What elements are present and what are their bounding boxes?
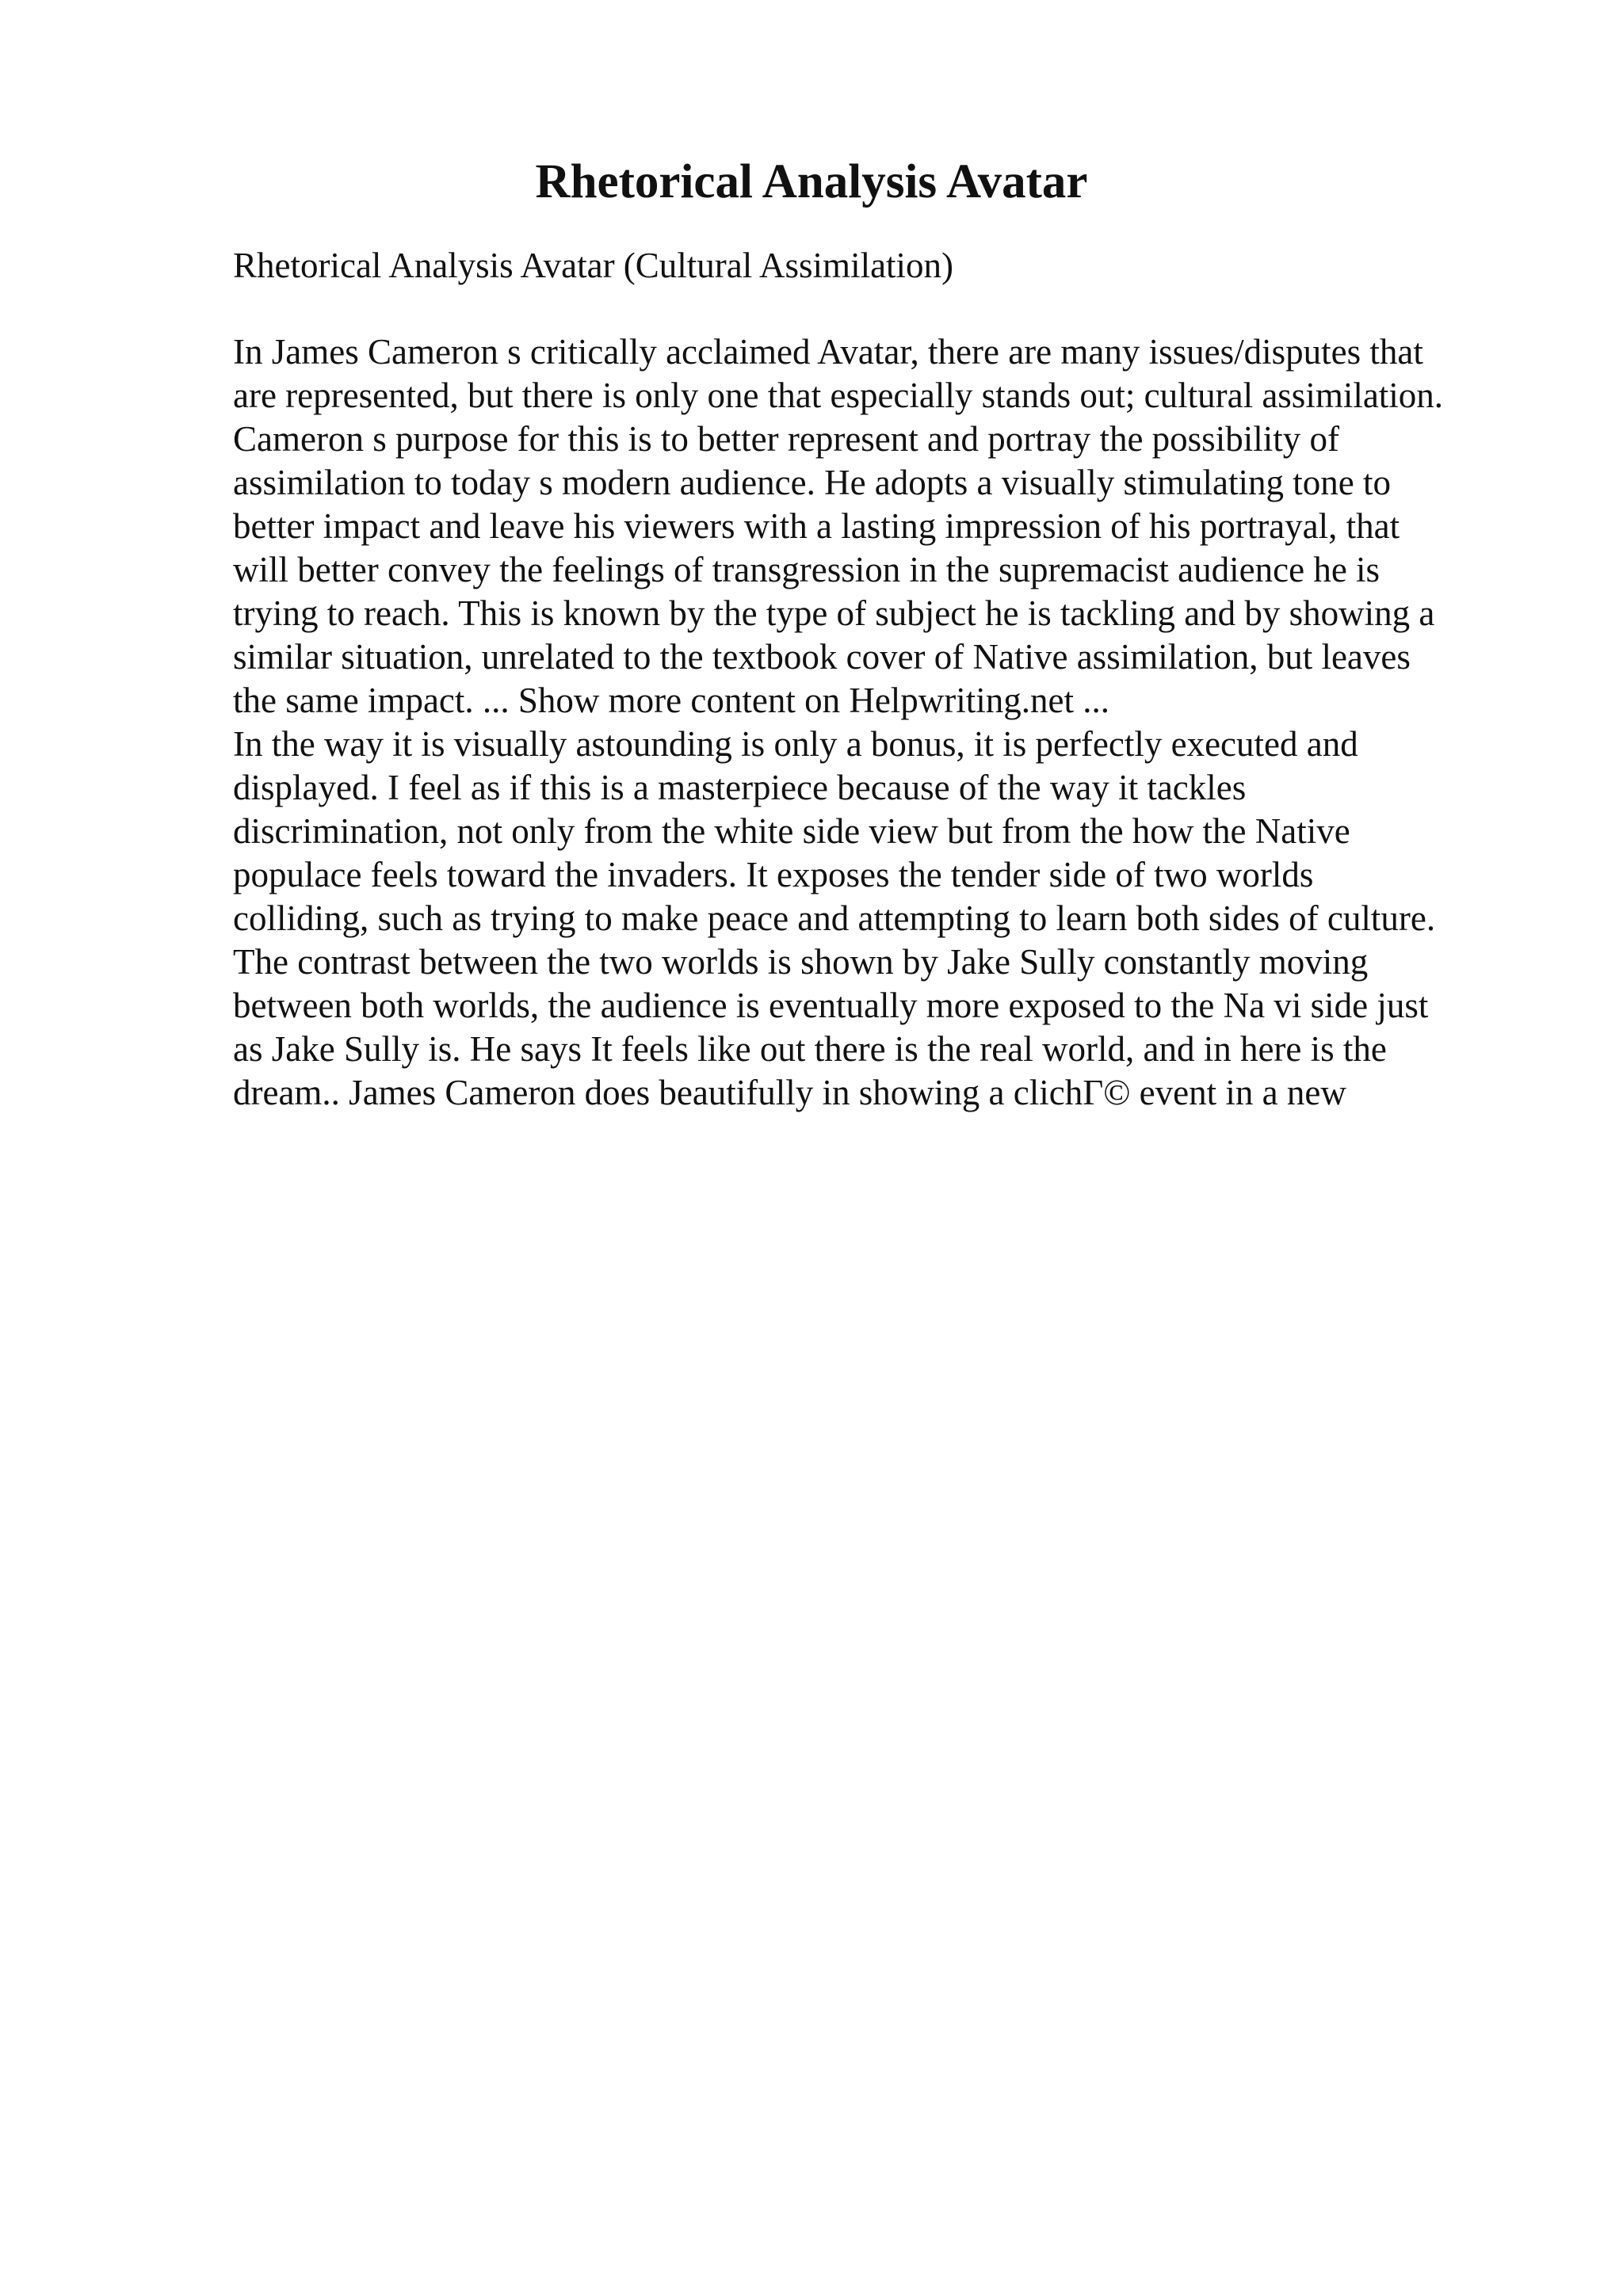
body-line: are represented, but there is only one that especially stands out; cultural assimilation. [233,376,1444,415]
body-line: In the way it is visually astounding is only a bonus, it is perfectly executed and [233,724,1358,764]
body-text [233,330,1443,1115]
body-line: assimilation to today s modern audience. He adopts a visually stimulating tone to [233,463,1391,502]
body-line: better impact and leave his viewers with a lasting impression of his portrayal, that [233,506,1400,546]
body-line: populace feels toward the invaders. It exposes the tender side of two worlds [233,855,1314,894]
page-title: Rhetorical Analysis Avatar [535,155,1088,208]
document-subtitle: Rhetorical Analysis Avatar (Cultural Assimilation) [233,246,954,285]
body-line: between both worlds, the audience is eventually more exposed to the Na vi side just [233,986,1429,1025]
body-line: The contrast between the two worlds is shown by Jake Sully constantly moving [233,942,1369,982]
body-line: will better convey the feelings of transgression in the supremacist audience he is [233,550,1381,589]
body-line: dream.. James Cameron does beautifully in showing a clichГ© event in a new [233,1073,1346,1112]
body-line: displayed. I feel as if this is a masterpiece because of the way it tackles [233,768,1247,807]
body-line: colliding, such as trying to make peace and attempting to learn both sides of culture. [233,898,1436,938]
body-line: trying to reach. This is known by the type of subject he is tackling and by showing a [233,593,1435,633]
body-line: as Jake Sully is. He says It feels like out there is the real world, and in here is the [233,1029,1387,1069]
body-line: the same impact. ... Show more content on Helpwriting.net ... [233,681,1110,720]
body-line: In James Cameron s critically acclaimed Avatar, there are many issues/disputes that [233,332,1423,372]
body-line: Cameron s purpose for this is to better represent and portray the possibility of [233,419,1339,459]
body-line: similar situation, unrelated to the textbook cover of Native assimilation, but leaves [233,637,1411,677]
body-line: discrimination, not only from the white side view but from the how the Native [233,811,1350,851]
